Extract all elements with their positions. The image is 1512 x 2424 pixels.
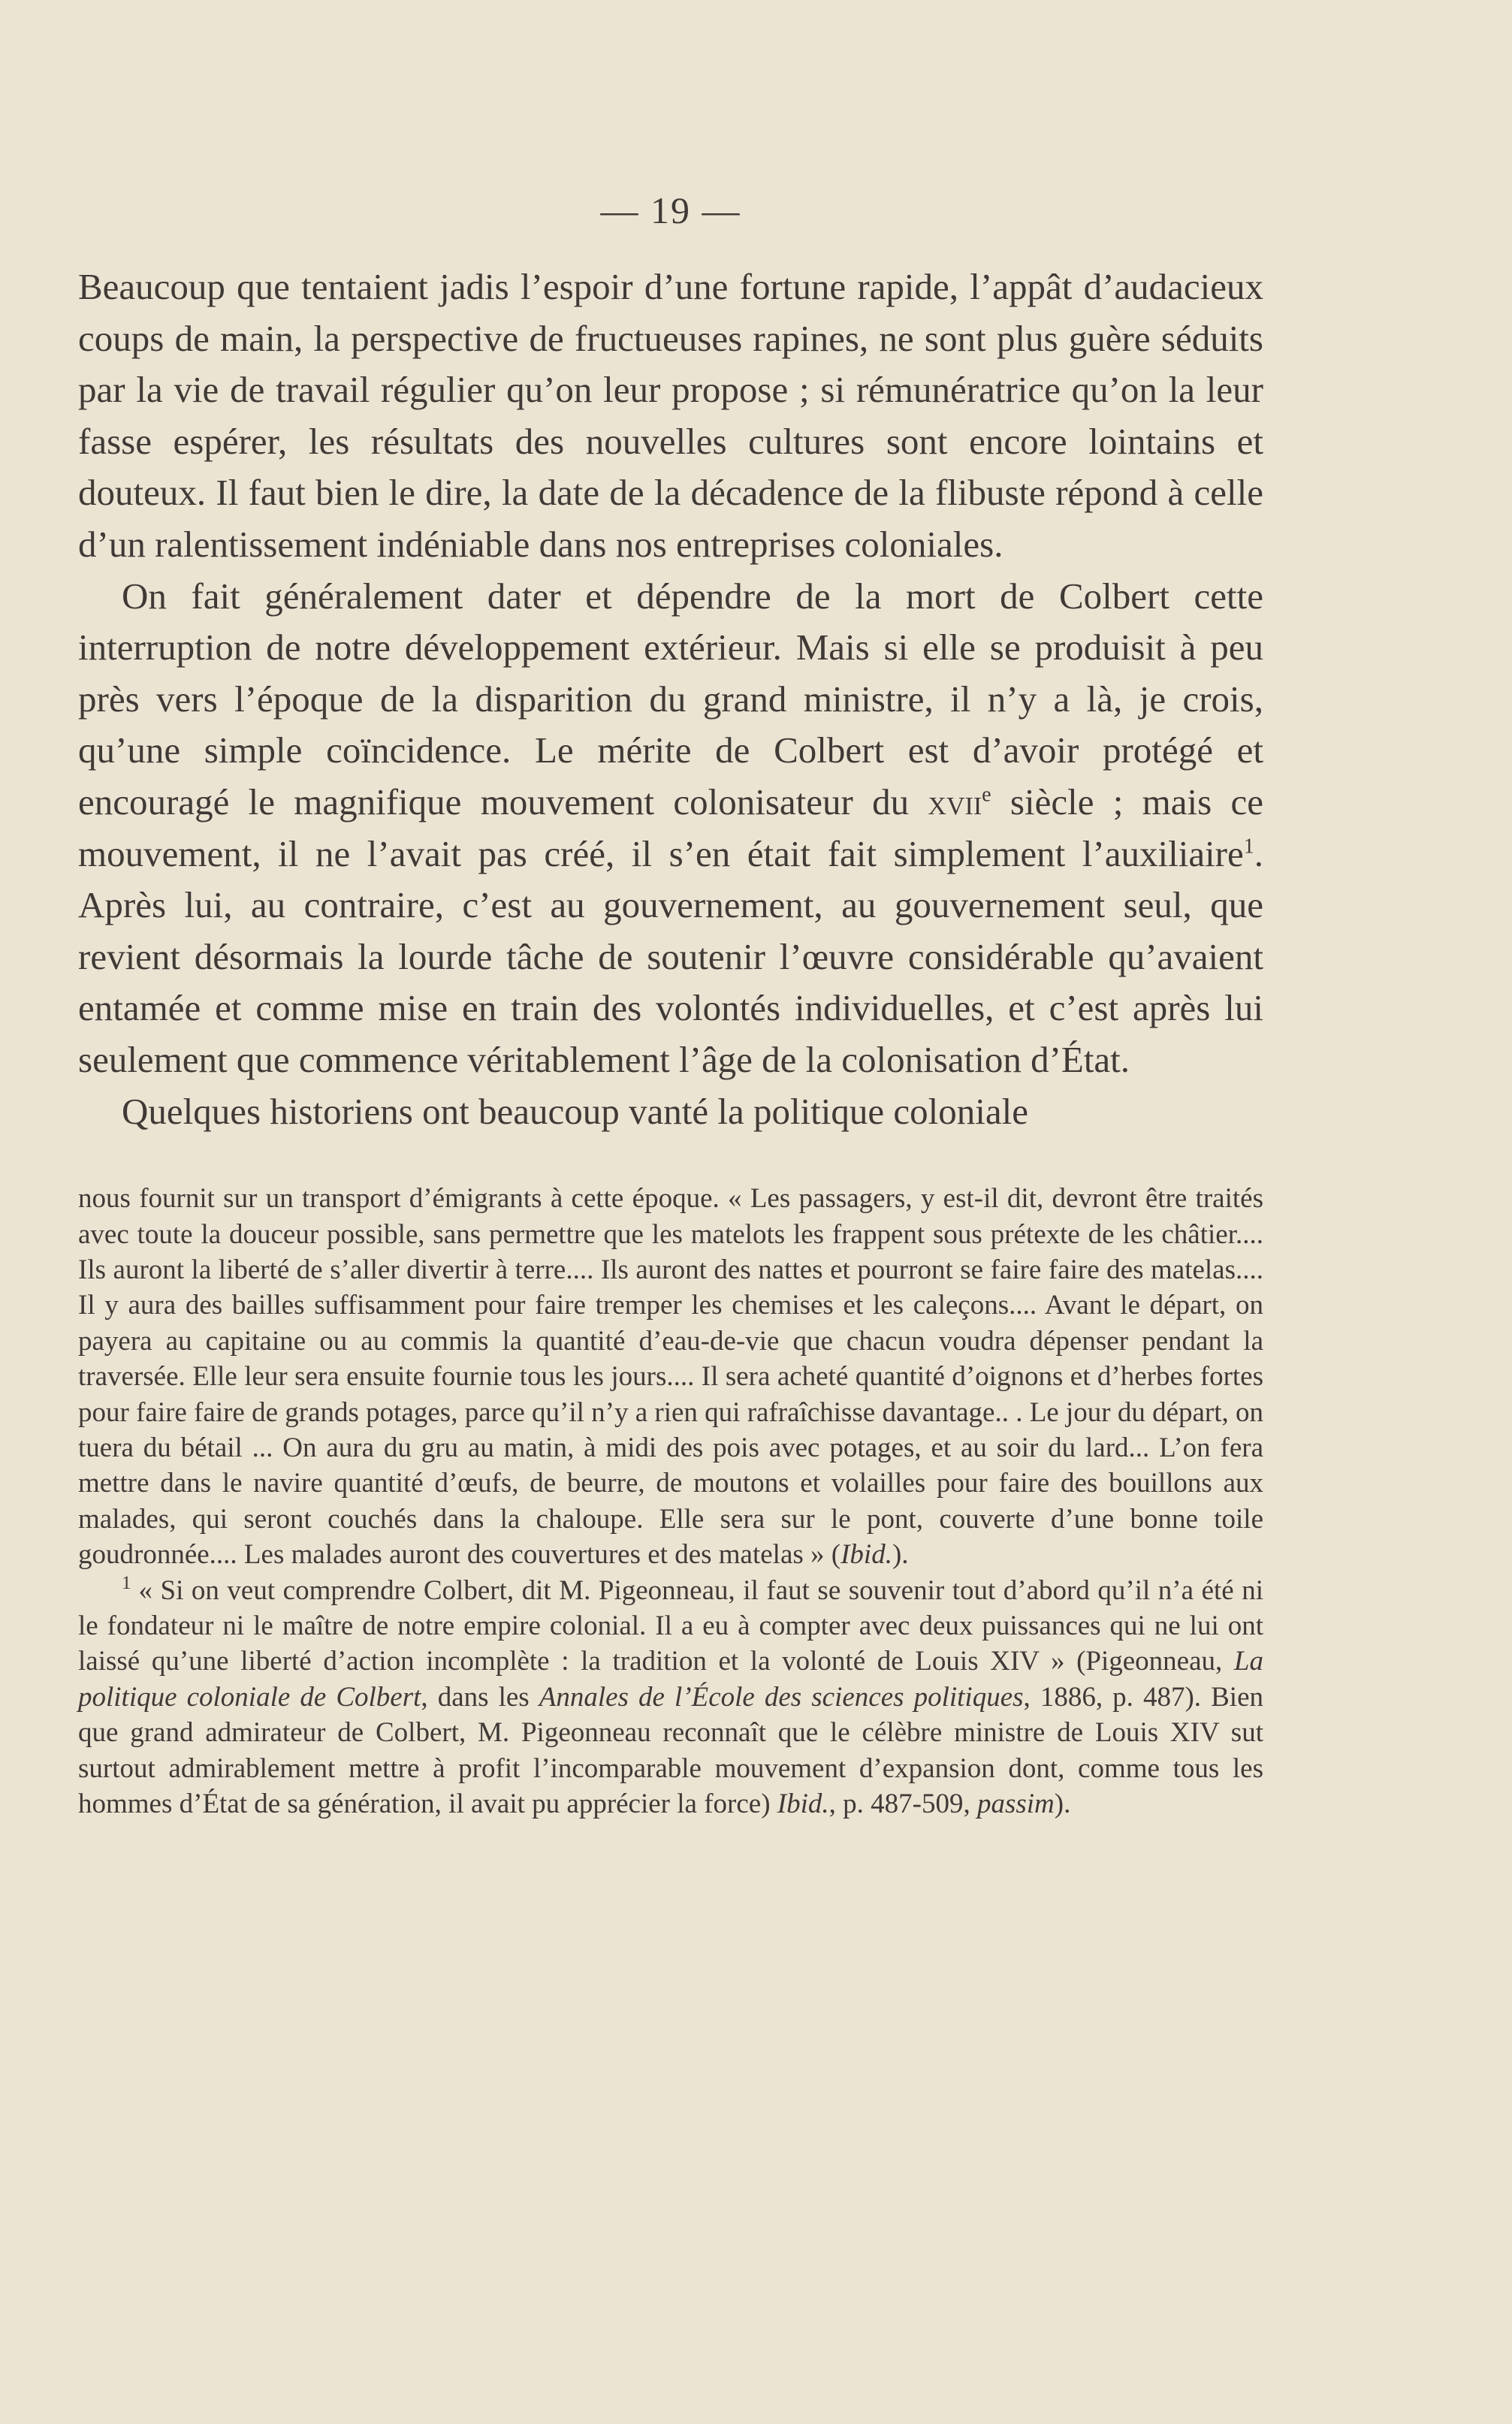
footnotes (78, 1181, 1263, 1822)
footnote-1-journal-title: Annales de l’École des sciences politiques (539, 1681, 1024, 1713)
paragraph-3: Quelques historiens ont beaucoup vanté la politique coloniale (122, 1090, 1028, 1132)
footnote-continued-end: ). (892, 1539, 909, 1571)
footnote-1-text-d: , p. 487-509, (828, 1789, 977, 1819)
footnote-1-text-b: , dans les (421, 1681, 539, 1713)
footnote-1-mark: 1 (122, 1573, 131, 1594)
footnote-reference-1: 1 (1243, 835, 1254, 859)
ibid-citation: Ibid. (841, 1539, 892, 1571)
century-superscript: e (982, 783, 991, 807)
footnote-1-ibid: Ibid. (777, 1789, 829, 1819)
footnote-1-text-a: « Si on veut comprendre Colbert, dit M. Pigeonneau, il faut se souvenir tout d’abord qu’il n’a été ni le fondateur ni le maître de notre empire colonial. Il a eu à compter avec deux puissances qui ne lui ont laissé qu’une liberté d’action incomplète : la tradition et la volonté de Louis XIV » (Pigeonneau, (78, 1574, 1263, 1677)
footnote-continued (78, 1181, 1263, 1572)
paragraph-2-text-c: . Après lui, au contraire, c’est au gouvernement, au gouvernement seul, que revient désormais la lourde tâche de soutenir l’œuvre considérable qu’avaient entamée et comme mise en train des volontés individuelles, et c’est après lui seulement que commence véritablement l’âge de la colonisation d’État. (78, 832, 1263, 1080)
footnote-1-end: ). (1054, 1789, 1071, 1819)
paragraph-2 (78, 571, 1263, 1086)
paragraph-1: Beaucoup que tentaient jadis l’espoir d’une fortune rapide, l’appât d’audacieux coups de main, la perspective de fructueuses rapines, ne sont plus guère séduits par la vie de travail régulier qu’on leur propose ; si rémunératrice qu’on la leur fasse espérer, les résultats des nouvelles cultures sont encore lointains et douteux. Il faut bien le dire, la date de la décadence de la flibuste répond à celle d’un ralentissement indéniable dans nos entreprises coloniales. (78, 266, 1263, 565)
century-numeral: xvii (928, 780, 982, 823)
paragraph-2-text-b: siècle ; mais ce mouvement, il ne l’avait pas créé, il s’en était fait simplement l’auxiliaire (78, 780, 1263, 874)
page-number: — 19 — (600, 189, 741, 231)
footnote-1-passim: passim (976, 1789, 1055, 1819)
footnote-1-text-c: , 1886, p. 487). Bien que grand admirateur de Colbert, M. Pigeonneau reconnaît que le célèbre ministre de Louis XIV sut surtout admirablement mettre à profit l’incomparable mouvement d’expansion dont, comme tous les hommes d’État de sa génération, il avait pu apprécier la force) (78, 1681, 1263, 1819)
footnote-continued-text: nous fournit sur un transport d’émigrants à cette époque. « Les passagers, y est-il dit, devront être traités avec toute la douceur possible, sans permettre que les matelots les frappent sous prétexte de les châtier.... Ils auront la liberté de s’aller divertir à terre.... Ils auront des nattes et pourront se faire faire des matelas.... Il y aura des bailles suffisamment pour faire tremper les chemises et les caleçons.... Avant le départ, on payera au capitaine ou au commis la quantité d’eau-de-vie que chacun voudra dépenser pendant la traversée. Elle leur sera ensuite fournie tous les jours.... Il sera acheté quantité d’oignons et d’herbes fortes pour faire faire de grands potages, parce qu’il n’y a rien qui rafraîchisse davantage.. . Le jour du départ, on tuera du bétail ... On aura du gru au matin, à midi des pois avec potages, et au soir du lard... L’on fera mettre dans le navire quantité d’œufs, de beurre, de moutons et volailles pour faire des bouillons aux malades, qui seront couchés dans la chaloupe. Elle sera sur le pont, couverte d’une bonne toile goudronnée.... Les malades auront des couvertures et des matelas » ( (78, 1183, 1264, 1571)
paragraph-2-text-a: On fait généralement dater et dépendre de la mort de Colbert cette interruption de notre développement extérieur. Mais si elle se produisit à peu près vers l’époque de la disparition du grand ministre, il n’y a là, je crois, qu’une simple coïncidence. Le mérite de Colbert est d’avoir protégé et encouragé le magnifique mouvement colonisateur du (78, 575, 1263, 823)
page (78, 188, 1263, 1822)
footnote-1 (78, 1573, 1263, 1822)
main-text (78, 261, 1263, 1137)
footnote-1-book-title: La politique coloniale de Colbert (78, 1646, 1263, 1713)
